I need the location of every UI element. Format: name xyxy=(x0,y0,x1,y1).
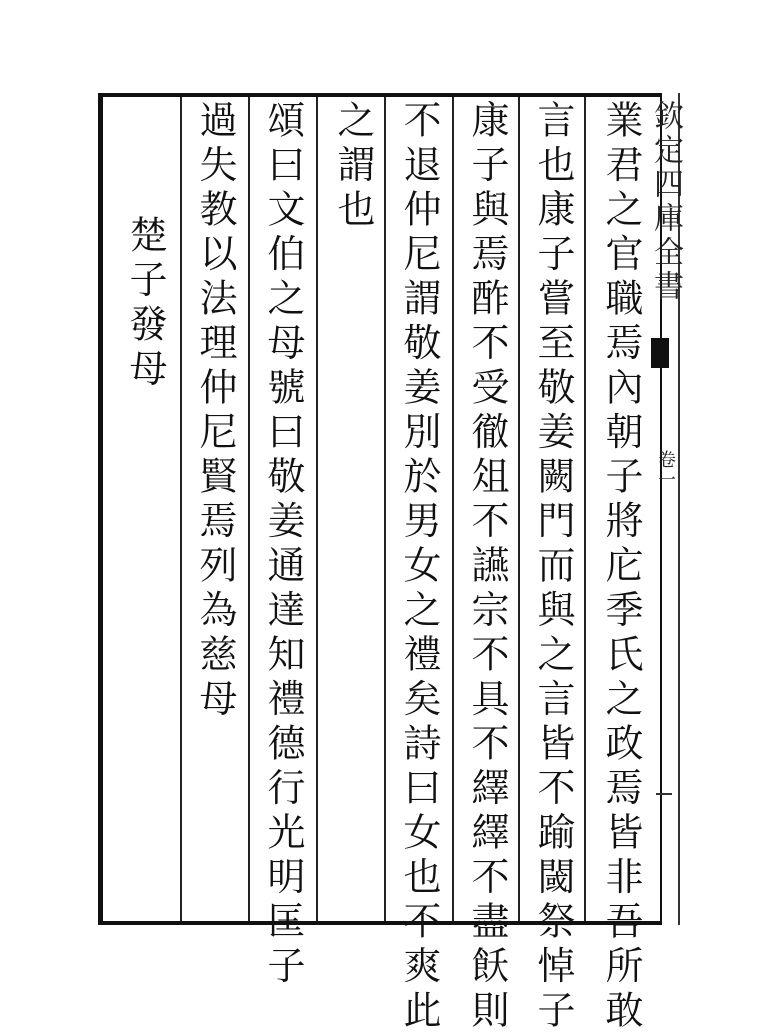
column-rule xyxy=(384,97,386,921)
column-rule xyxy=(518,97,520,921)
column-rule xyxy=(452,97,454,921)
text-column-3: 康子與焉酢不受徹俎不讌宗不具不繹繹不盡飫則 xyxy=(465,100,509,1035)
margin-tick xyxy=(656,793,672,795)
column-rule xyxy=(584,97,586,921)
column-rule xyxy=(180,97,182,921)
text-column-1: 業君之官職焉內朝子將庀季氏之政焉皆非吾所敢 xyxy=(599,100,643,1035)
column-rule xyxy=(248,97,250,921)
text-column-8: 楚子發母 xyxy=(123,215,167,393)
text-column-6: 頌曰文伯之母號曰敬姜通達知禮德行光明匡子 xyxy=(261,100,305,990)
text-column-2: 言也康子嘗至敬姜闕門而與之言皆不踰閾祭悼子 xyxy=(531,100,575,1035)
fish-tail-mark xyxy=(651,338,669,368)
margin-volume: 卷一 xyxy=(655,450,676,490)
column-rule xyxy=(316,97,318,921)
text-column-4: 不退仲尼謂敬姜別於男女之禮矣詩曰女也不爽此 xyxy=(397,100,441,1035)
margin-book-title: 欽定四庫全書 xyxy=(648,100,683,304)
text-column-5: 之謂也 xyxy=(331,100,375,234)
text-column-7: 過失教以法理仲尼賢焉列為慈母 xyxy=(193,100,237,723)
